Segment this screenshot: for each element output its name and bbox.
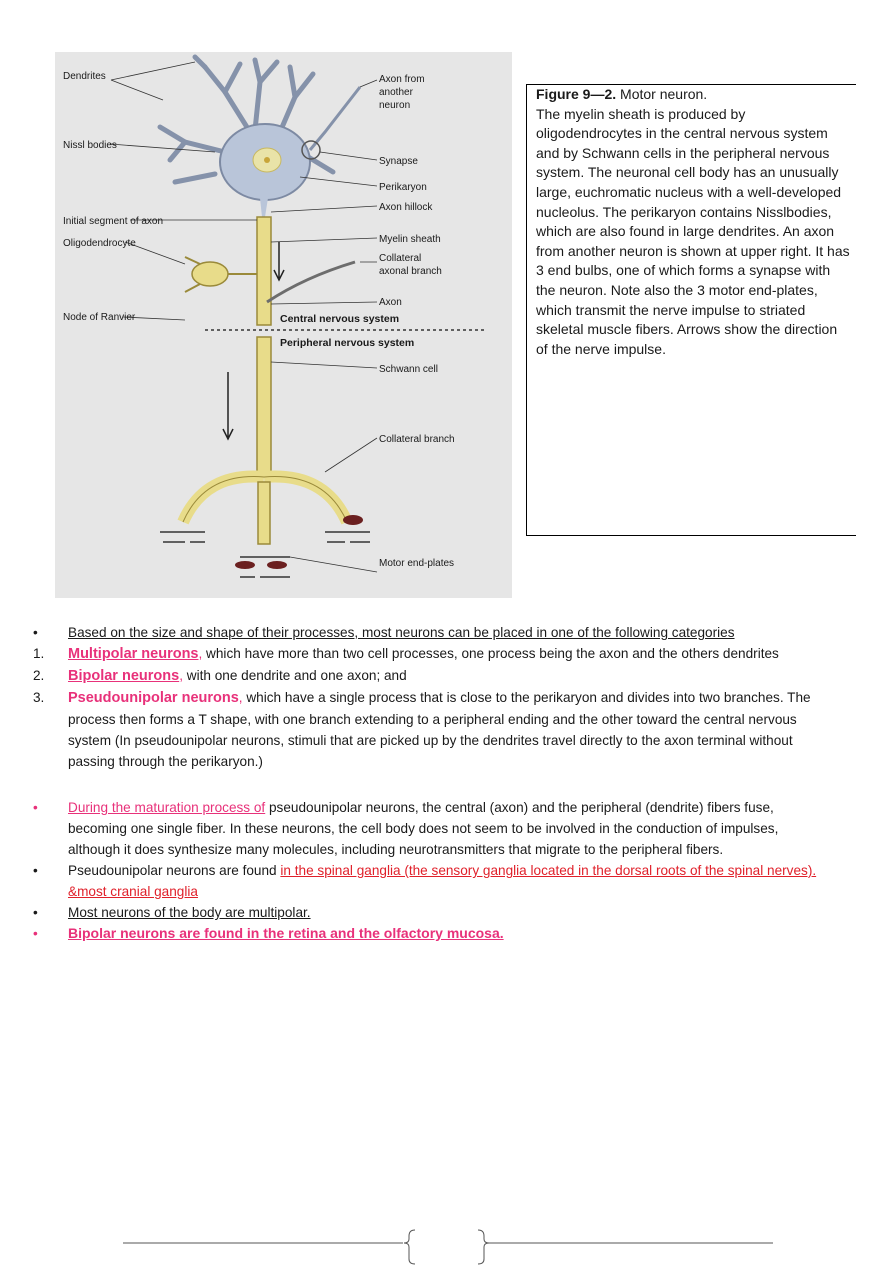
term-bipolar: Bipolar neurons <box>68 668 180 684</box>
motor-neuron-diagram <box>55 52 512 598</box>
end-plate-nucleus-center-left <box>235 561 255 569</box>
term-separator: , <box>179 668 183 683</box>
axon-hillock-shape <box>260 198 268 217</box>
location-item <box>30 860 830 902</box>
label-oligodendrocyte: Oligodendrocyte <box>63 238 136 249</box>
description-multipolar: which have more than two cell processes, one process being the axon and the others dendrites <box>202 646 779 661</box>
maturation-item <box>30 797 830 860</box>
label-axon-from-2: another <box>379 87 413 98</box>
caption-body: The myelin sheath is produced by oligodendrocytes in the central nervous system and by Schwann cells in the peripheral nervous system. The neuronal cell body has an unusually large, euchromatic nucleus with a well-developed nucleolus. The perikaryon contains Nisslbodies, which are also found in large dendrites. An axon from another neuron is shown at upper right. It has 3 end bulbs, one of which forms a synapse with the neuron. Note also the 3 motor end-plates, which transmit the nerve impulse to striated skeletal muscle fibers. Arrows show the direction of the nerve impulse. <box>536 105 850 357</box>
end-plate-nucleus-right <box>343 515 363 525</box>
term-multipolar: Multipolar neurons <box>68 646 199 662</box>
bullet-marker: • <box>33 905 38 920</box>
impulse-arrow-lower <box>223 372 233 439</box>
list-number: 2. <box>33 668 45 683</box>
intro-text: Based on the size and shape of their processes, most neurons can be placed in one of the following categories <box>68 625 735 640</box>
list-item-multipolar <box>30 643 830 665</box>
label-axon-from-1: Axon from <box>379 74 425 85</box>
location-lead: Pseudounipolar neurons are found <box>68 863 281 878</box>
bullet-marker: • <box>33 926 38 941</box>
label-collateral-branch: Collateral branch <box>379 434 455 445</box>
term-separator: , <box>238 690 243 705</box>
label-axon-from-3: neuron <box>379 100 411 111</box>
label-dendrites: Dendrites <box>63 71 106 82</box>
label-nissl-bodies: Nissl bodies <box>63 140 117 151</box>
term-pseudounipolar: Pseudounipolar neurons <box>68 690 239 706</box>
label-node-of-ranvier: Node of Ranvier <box>63 312 136 323</box>
central-terminal-branch <box>258 482 270 544</box>
end-plate-nucleus-center-right <box>267 561 287 569</box>
caption-title: Figure 9—2. <box>536 86 617 102</box>
label-schwann-cell: Schwann cell <box>379 364 438 375</box>
label-collateral-axonal-2: axonal branch <box>379 266 442 277</box>
term-separator: , <box>198 646 203 661</box>
location-link: in the spinal ganglia (the sensory ganglia located in the dorsal roots of the spinal nerves). &most cranial ganglia <box>68 863 817 899</box>
figure-caption <box>526 84 856 536</box>
label-central-nervous-system: Central nervous system <box>280 313 400 325</box>
label-axon: Axon <box>379 297 402 308</box>
label-peripheral-nervous-system: Peripheral nervous system <box>280 337 415 349</box>
bipolar-note: Bipolar neurons are found in the retina and the olfactory mucosa. <box>68 925 504 941</box>
oligodendrocyte-shape <box>192 262 228 286</box>
list-item-bipolar <box>30 665 830 687</box>
impulse-arrow-upper <box>274 242 284 280</box>
pns-myelin-shape <box>257 337 271 477</box>
intro-item <box>30 622 830 643</box>
bullet-marker: • <box>33 800 38 815</box>
label-perikaryon: Perikaryon <box>379 182 427 193</box>
multipolar-note-item <box>30 902 830 923</box>
bipolar-note-item <box>30 923 830 944</box>
label-collateral-axonal-1: Collateral <box>379 253 422 264</box>
description-bipolar: with one dendrite and one axon; and <box>182 668 407 683</box>
left-collateral-branch <box>183 477 264 522</box>
collateral-axonal-branch-shape <box>267 262 355 302</box>
maturation-lead: During the maturation process of <box>68 800 266 815</box>
nucleolus-shape <box>264 157 270 163</box>
label-motor-end-plates: Motor end-plates <box>379 558 455 569</box>
page-footer-ornament <box>123 1226 773 1266</box>
list-number: 1. <box>33 646 45 661</box>
description-pseudounipolar: which have a single process that is close to the perikaryon and divides into two branches. The process then forms a T shape, with one branch extending to a peripheral ending and the other toward the central nervous system (In pseudounipolar neurons, stimuli that are picked up by the dendrites travel directly to the axon terminal without passing through the perikaryon.) <box>68 690 811 769</box>
label-myelin-sheath: Myelin sheath <box>379 234 441 245</box>
incoming-axon-shape <box>310 87 360 150</box>
main-content <box>30 622 830 944</box>
bullet-marker: • <box>33 863 38 878</box>
cns-myelin-shape <box>257 217 271 325</box>
maturation-text: pseudounipolar neurons, the central (axon) and the peripheral (dendrite) fibers fuse, becoming one single fiber. In these neurons, the cell body does not seem to be involved in the conduction of impulses, although it does synthesize many molecules, including neurotransmitters that migrate to the peripheral fibers. <box>68 800 779 857</box>
label-initial-segment: Initial segment of axon <box>63 216 164 227</box>
bullet-marker: • <box>33 625 38 640</box>
list-number: 3. <box>33 690 45 705</box>
list-item-pseudounipolar <box>30 687 830 772</box>
multipolar-note: Most neurons of the body are multipolar. <box>68 905 311 920</box>
motor-neuron-figure <box>55 52 512 598</box>
caption-title-rest: Motor neuron. <box>616 86 708 102</box>
right-collateral-branch <box>264 477 347 522</box>
label-synapse: Synapse <box>379 156 418 167</box>
label-axon-hillock: Axon hillock <box>379 202 433 213</box>
